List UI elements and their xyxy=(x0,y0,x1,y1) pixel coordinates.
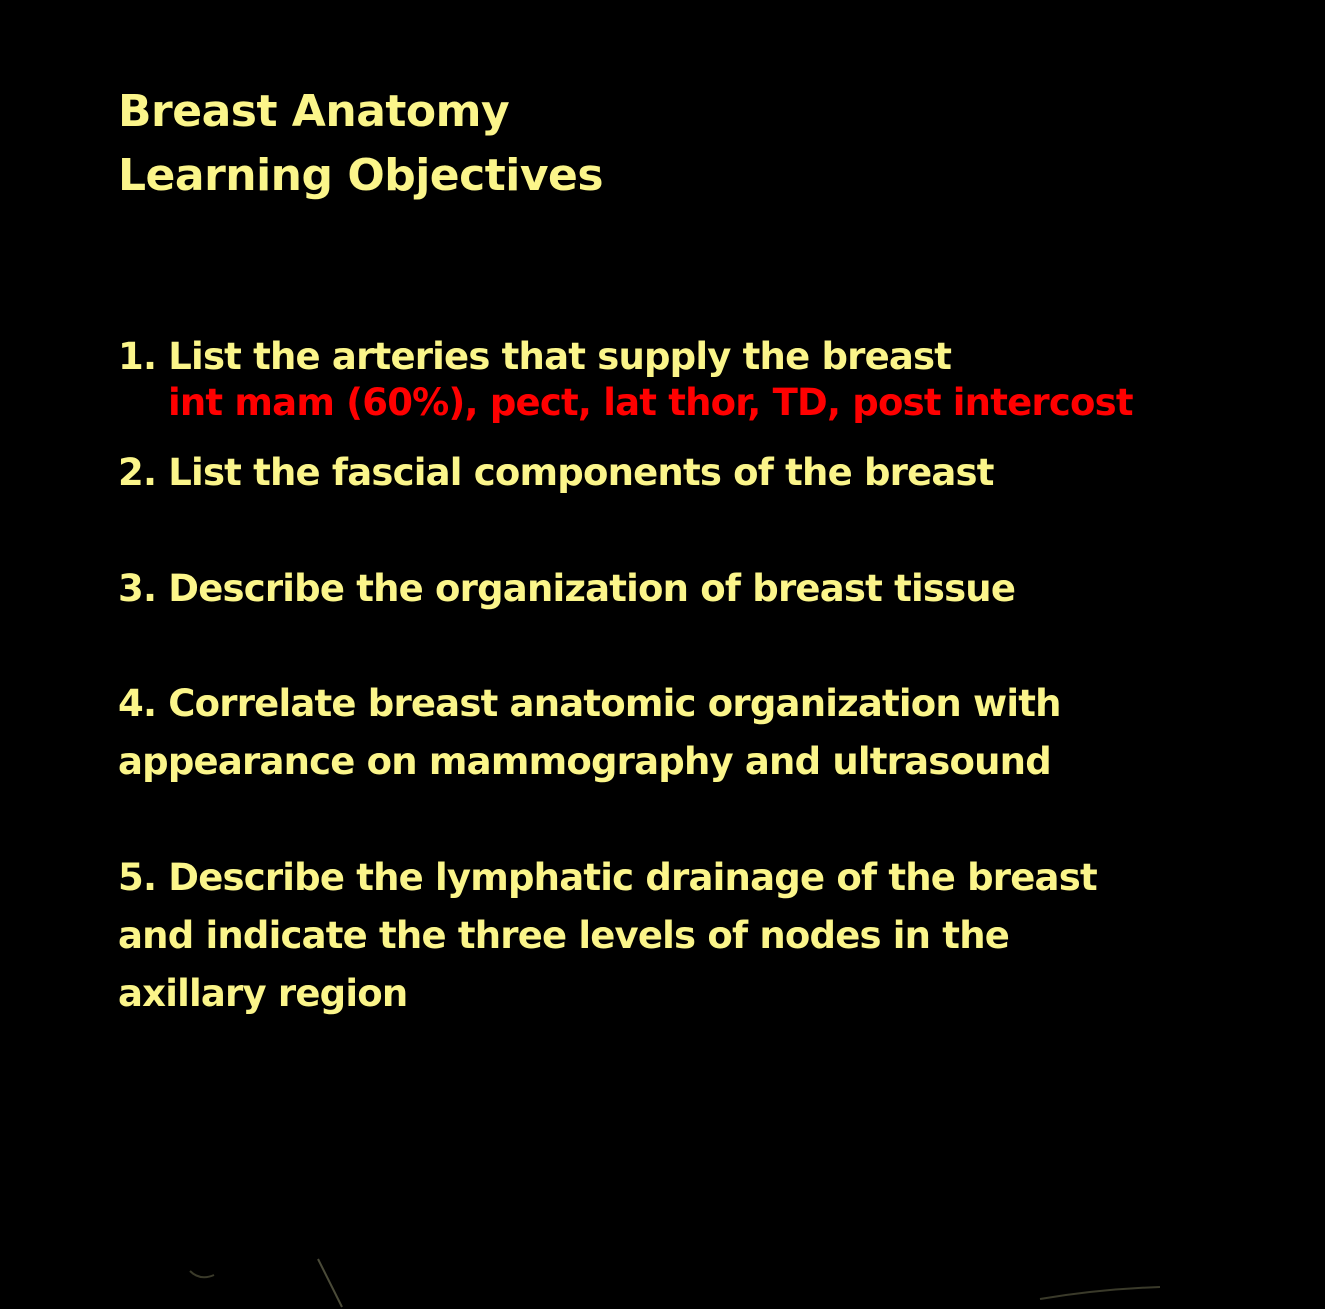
slide-title xyxy=(118,80,603,208)
objective-2 xyxy=(118,444,994,502)
objective-1-answer: int mam (60%), pect, lat thor, TD, post intercost xyxy=(168,381,1133,424)
artifact-stroke-2 xyxy=(318,1259,342,1307)
objective-3-text: 3. Describe the organization of breast tissue xyxy=(118,567,1016,610)
objective-4-line-2: appearance on mammography and ultrasound xyxy=(118,740,1051,783)
objective-2-text: 2. List the fascial components of the breast xyxy=(118,451,994,494)
background-artifact xyxy=(0,1249,1325,1309)
artifact-stroke-1 xyxy=(190,1271,214,1277)
objective-4-line-1: 4. Correlate breast anatomic organization with xyxy=(118,682,1061,725)
objective-5-line-1: 5. Describe the lymphatic drainage of the breast xyxy=(118,856,1097,899)
objective-5-line-3: axillary region xyxy=(118,972,408,1015)
objective-4 xyxy=(118,675,1061,791)
objective-3 xyxy=(118,560,1015,618)
title-line-2: Learning Objectives xyxy=(118,150,604,201)
artifact-stroke-3 xyxy=(1040,1287,1160,1299)
objective-5-line-2: and indicate the three levels of nodes in the xyxy=(118,914,1010,957)
objective-5 xyxy=(118,849,1097,1023)
objective-1-text: 1. List the arteries that supply the breast xyxy=(118,335,952,378)
title-line-1: Breast Anatomy xyxy=(118,86,510,137)
